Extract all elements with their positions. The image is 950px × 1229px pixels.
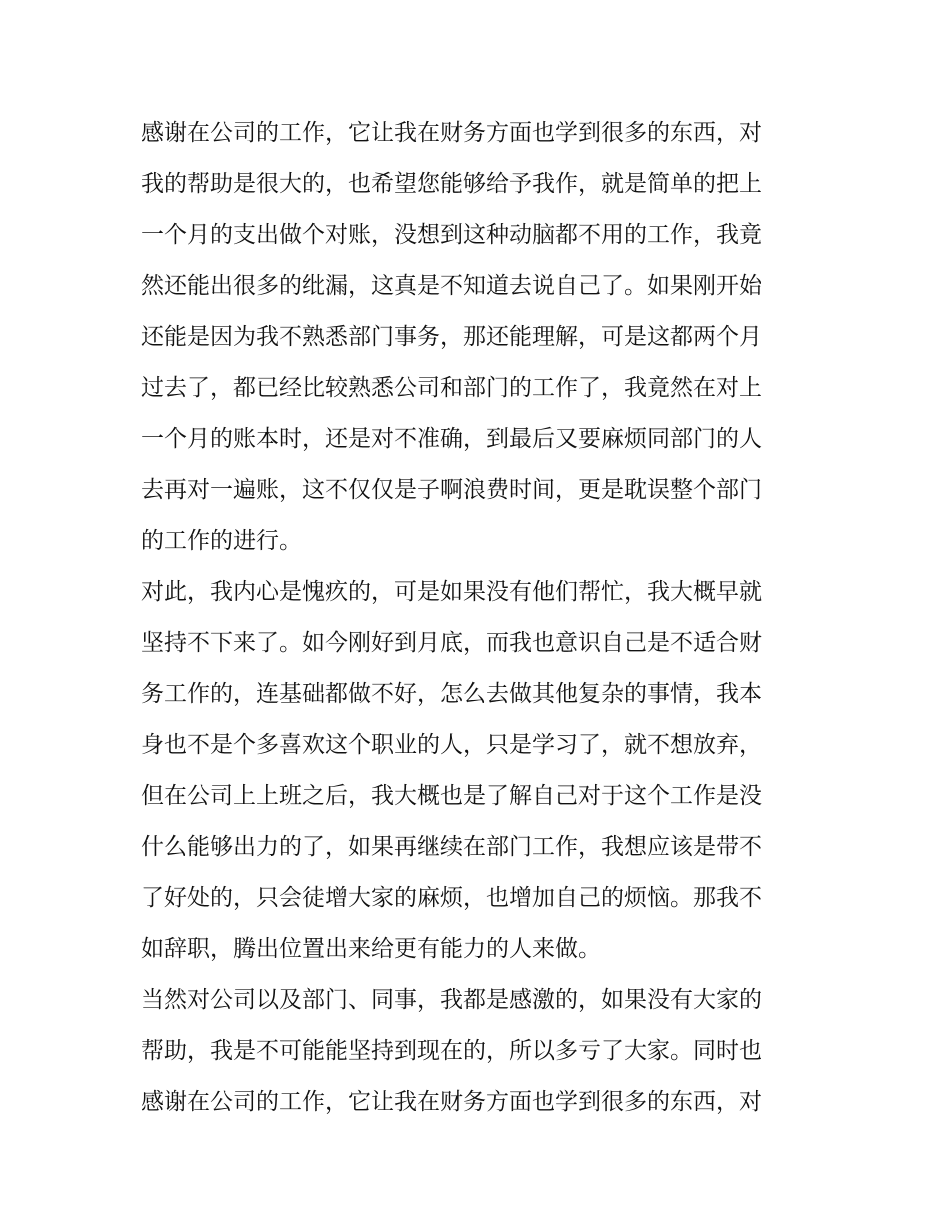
text-line: 过去了，都已经比较熟悉公司和部门的工作了，我竟然在对上 <box>141 375 762 401</box>
text-line: 务工作的，连基础都做不好，怎么去做其他复杂的事情，我本 <box>141 681 762 707</box>
text-line: 一个月的账本时，还是对不准确，到最后又要麻烦同部门的人 <box>141 426 762 452</box>
text-line: 我的帮助是很大的，也希望您能够给予我作，就是简单的把上 <box>141 171 762 197</box>
body-text <box>141 108 821 1128</box>
text-line: 还能是因为我不熟悉部门事务，那还能理解，可是这都两个月 <box>141 324 762 350</box>
text-line: 当然对公司以及部门、同事，我都是感激的，如果没有大家的 <box>141 987 762 1013</box>
text-line: 然还能出很多的纰漏，这真是不知道去说自己了。如果刚开始 <box>141 273 762 299</box>
text-line: 的工作的进行。 <box>141 528 302 554</box>
text-line: 去再对一遍账，这不仅仅是子啊浪费时间，更是耽误整个部门 <box>141 477 762 503</box>
text-line: 帮助，我是不可能能坚持到现在的，所以多亏了大家。同时也 <box>141 1038 762 1064</box>
text-line: 身也不是个多喜欢这个职业的人，只是学习了，就不想放弃， <box>141 732 762 758</box>
text-line: 感谢在公司的工作，它让我在财务方面也学到很多的东西，对 <box>141 1089 762 1115</box>
text-line: 如辞职，腾出位置出来给更有能力的人来做。 <box>141 936 601 962</box>
text-line: 坚持不下来了。如今刚好到月底，而我也意识自己是不适合财 <box>141 630 762 656</box>
text-line: 感谢在公司的工作，它让我在财务方面也学到很多的东西，对 <box>141 120 762 146</box>
text-line: 一个月的支出做个对账，没想到这种动脑都不用的工作，我竟 <box>141 222 762 248</box>
text-line: 什么能够出力的了，如果再继续在部门工作，我想应该是带不 <box>141 834 762 860</box>
text-line: 但在公司上上班之后，我大概也是了解自己对于这个工作是没 <box>141 783 762 809</box>
text-line: 对此，我内心是愧疚的，可是如果没有他们帮忙，我大概早就 <box>141 579 762 605</box>
text-line: 了好处的，只会徒增大家的麻烦，也增加自己的烦恼。那我不 <box>141 885 762 911</box>
